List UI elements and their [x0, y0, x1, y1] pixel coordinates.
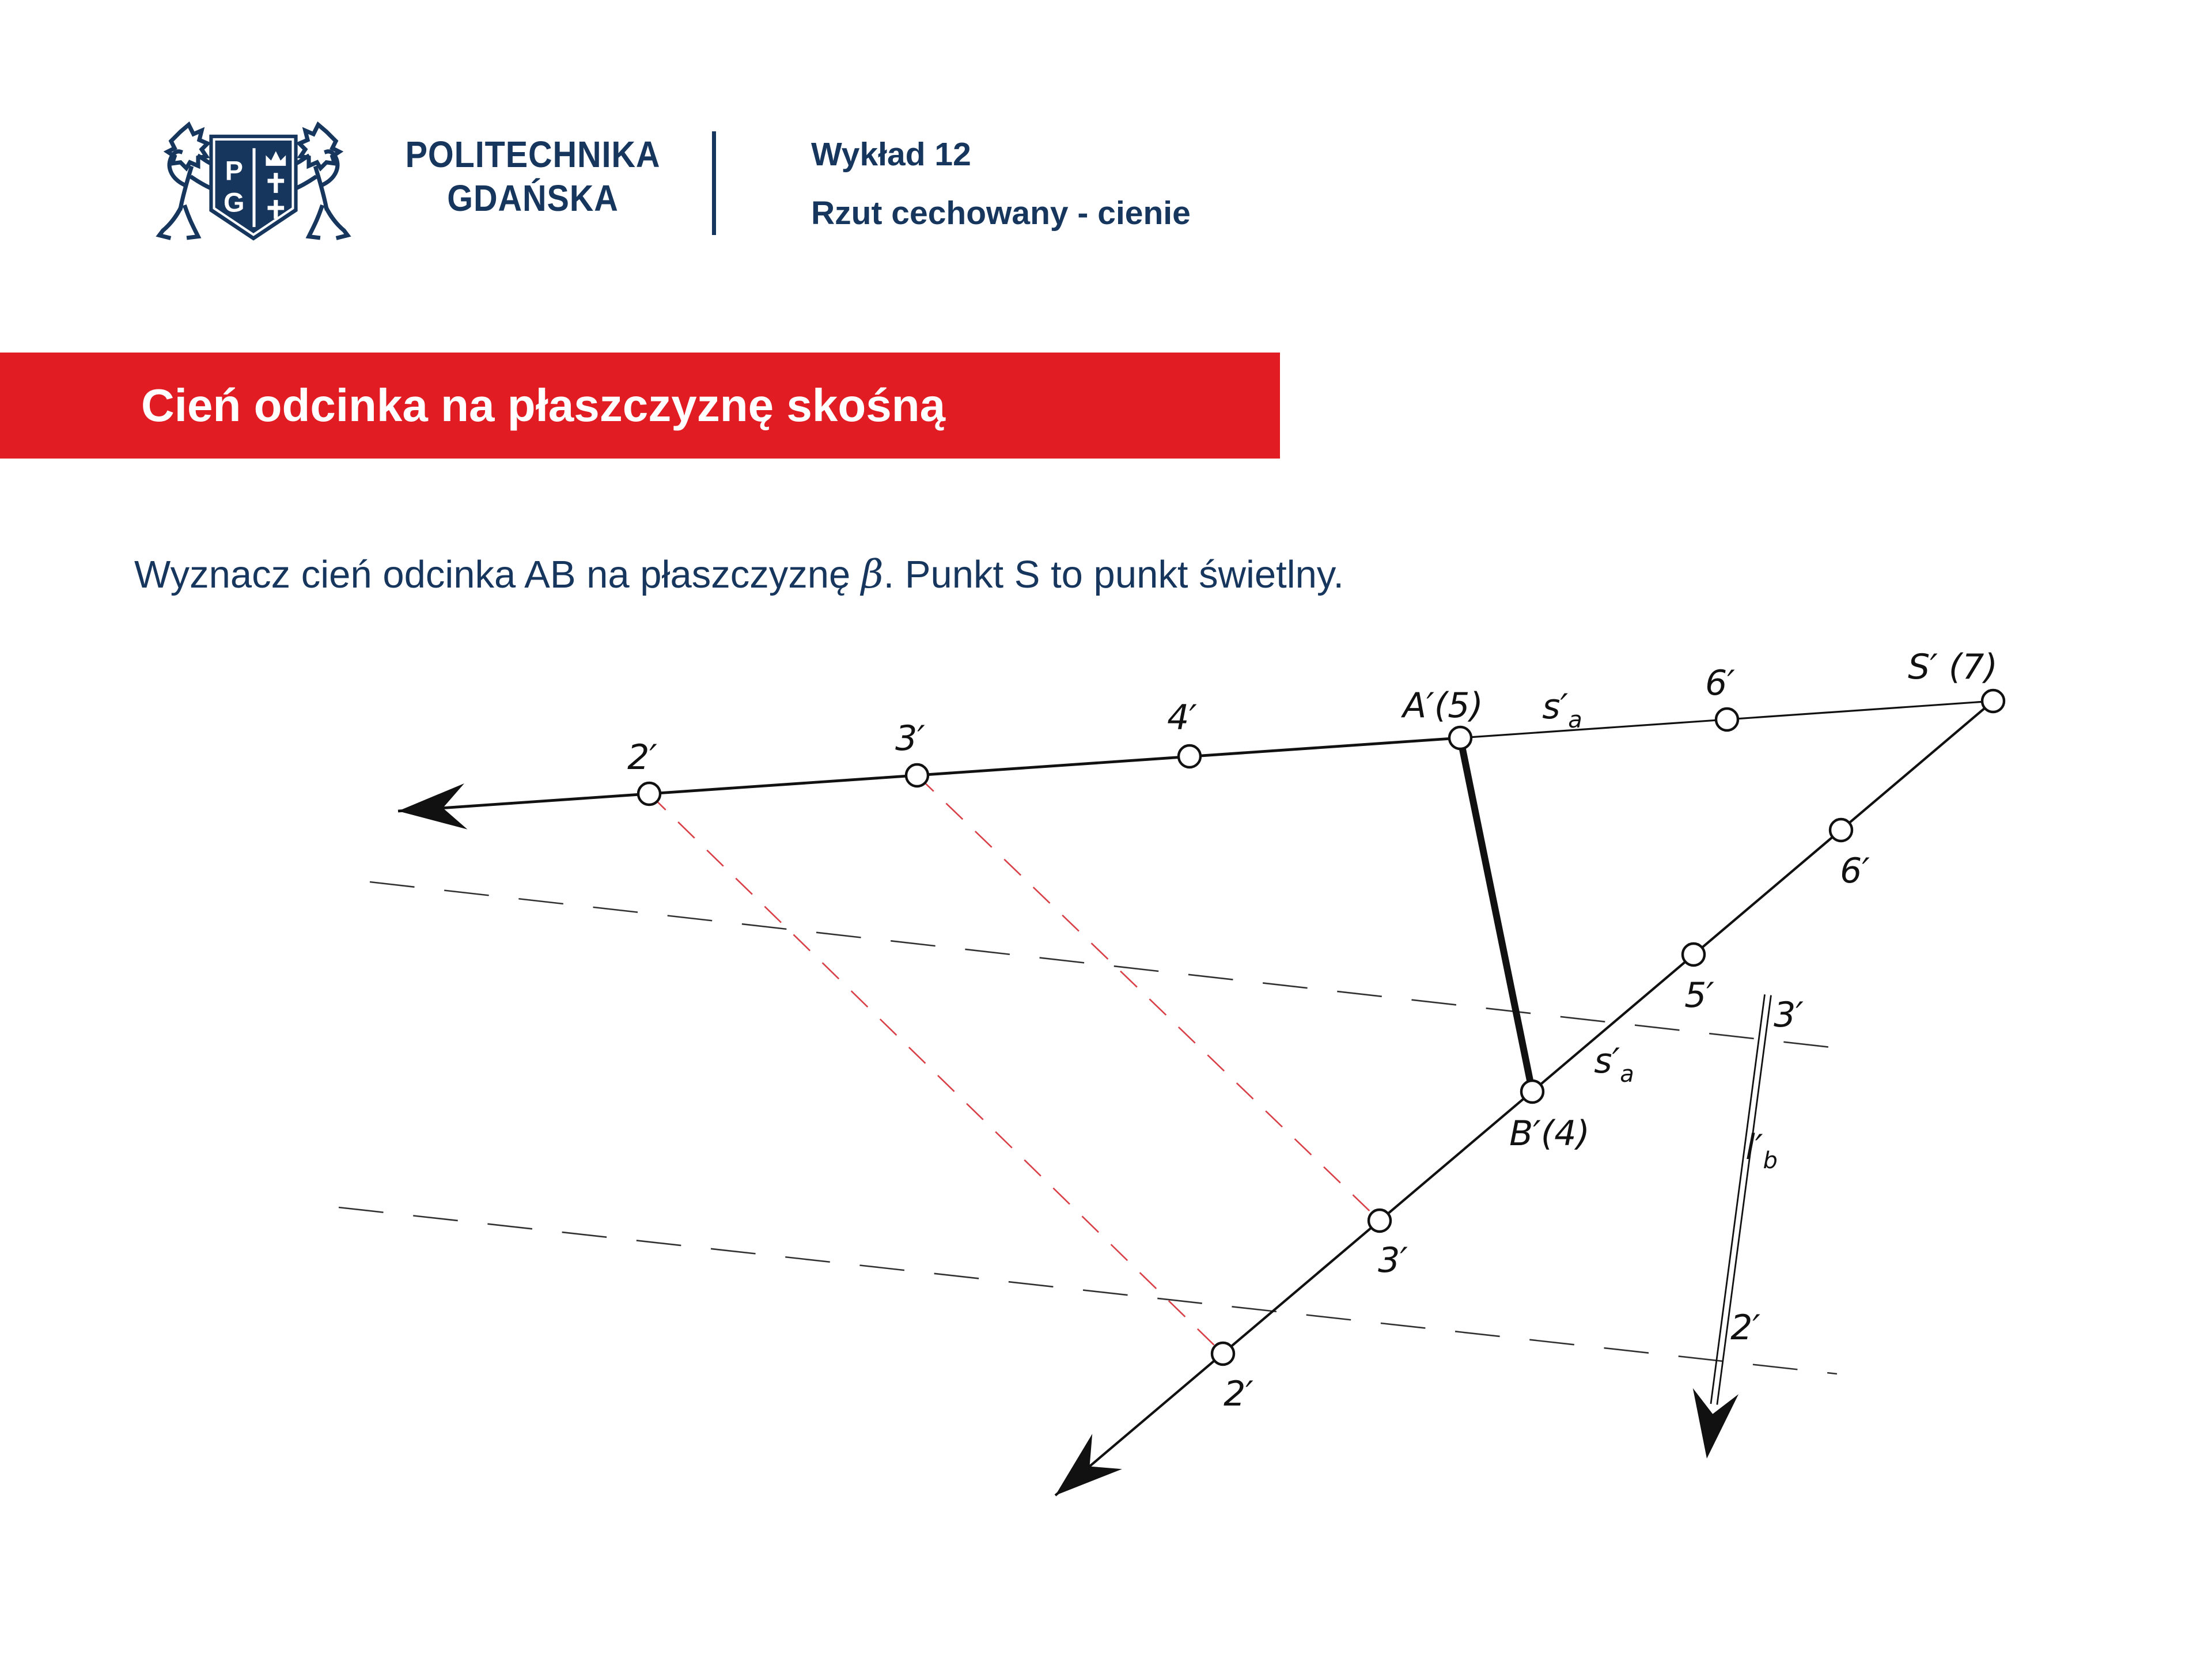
sa-top-label: $s'_a$ — [1542, 687, 1582, 733]
point-2-bottom — [1212, 1343, 1234, 1365]
point-S-7 — [1982, 690, 2004, 712]
label-A-5: A′(5) — [1403, 685, 1483, 726]
red-dashed-line-2 — [917, 775, 1380, 1221]
lecture-topic: Rzut cechowany - cienie — [811, 195, 1191, 232]
university-name-line2: GDAŃSKA — [447, 177, 619, 219]
point-2-top — [638, 783, 660, 805]
point-5-right — [1683, 944, 1705, 965]
task-beta-symbol: β — [861, 552, 884, 597]
university-name-line1: POLITECHNIKA — [405, 134, 661, 175]
gray-dashed-line-1 — [370, 882, 1851, 1050]
segment-AB — [1460, 738, 1532, 1092]
label-B-4: B′(4) — [1509, 1113, 1590, 1154]
red-dashed-line-1 — [649, 794, 1223, 1354]
task-text-after: . Punkt S to punkt świetlny. — [883, 553, 1344, 596]
label-2-top: 2′ — [627, 737, 657, 778]
section-title: Cień odcinka na płaszczyznę skośną — [141, 380, 946, 431]
lb-arrow — [1693, 1388, 1738, 1459]
point-3-top — [906, 764, 928, 786]
point-A-5 — [1449, 727, 1471, 749]
shield-letter-p: P — [225, 155, 243, 186]
label-5-right: 5′ — [1684, 975, 1714, 1016]
label-S-7: S′ (7) — [1908, 647, 1998, 687]
point-3-bottom — [1369, 1210, 1391, 1232]
point-6-top — [1716, 709, 1738, 730]
task-text-before: Wyznacz cień odcinka AB na płaszczyznę — [134, 553, 861, 596]
sa-mid-label: $s'_a$ — [1594, 1041, 1634, 1088]
label-2-bottom: 2′ — [1224, 1374, 1253, 1414]
label-6-top: 6′ — [1705, 663, 1735, 703]
lecture-number: Wykład 12 — [811, 136, 971, 173]
label-4-top: 4′ — [1167, 698, 1197, 738]
label-3-bottom: 3′ — [1378, 1240, 1408, 1281]
lb-label: $l'_b$ — [1745, 1127, 1778, 1174]
point-B-4 — [1521, 1081, 1543, 1103]
ray-b-arrow — [1055, 1434, 1122, 1495]
point-6-right — [1830, 819, 1852, 841]
shield-letter-g: G — [224, 187, 245, 218]
point-4-top — [1179, 745, 1200, 767]
label-6-right: 6′ — [1840, 851, 1870, 891]
label-3-top: 3′ — [895, 718, 925, 759]
gray-dashed-line-2 — [339, 1207, 1837, 1374]
2-lb-label: 2′ — [1730, 1308, 1760, 1348]
3-lb-label: 3′ — [1774, 995, 1804, 1035]
